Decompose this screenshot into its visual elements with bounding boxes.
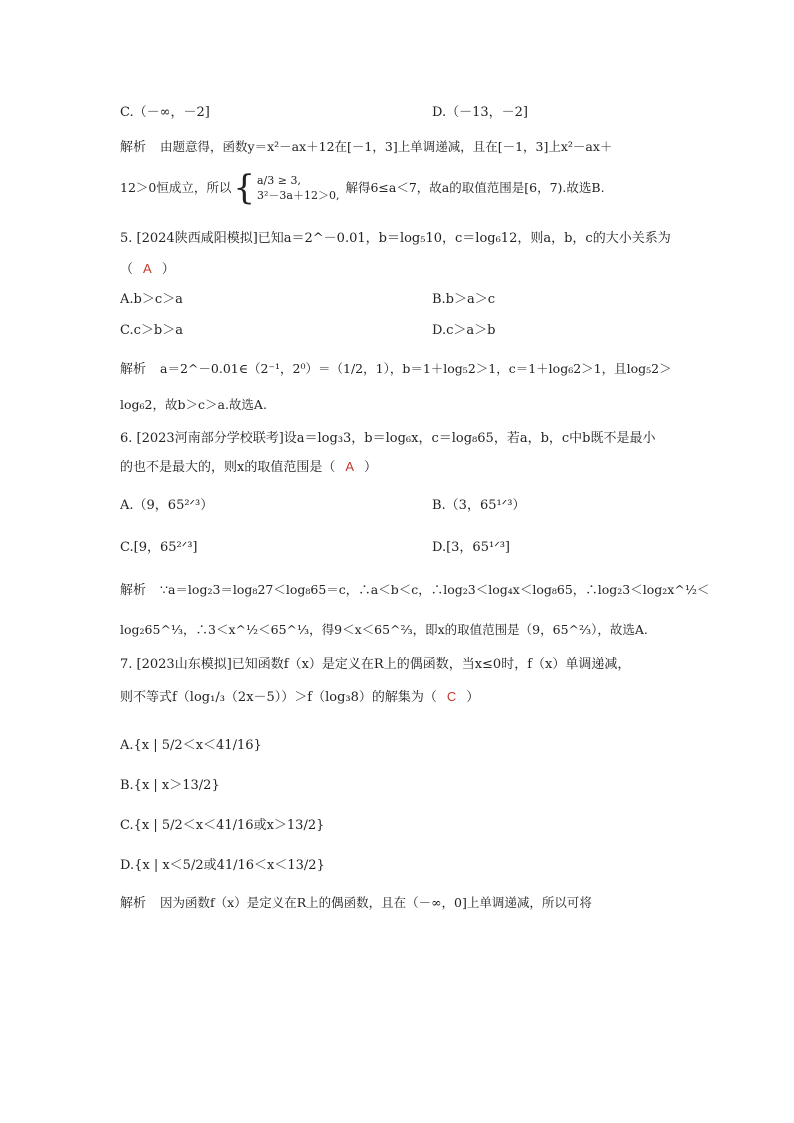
q5-solution-text-1: a＝2^－0.01∈（2⁻¹，2⁰）＝（1/2，1），b＝1＋log₅2＞1，c＝1＋log₆2＞1，且log₅2＞ xyxy=(160,361,672,376)
q4-solution-text-1: 由题意得，函数y＝x²－ax＋12在[－1，3]上单调递减，且在[－1，3]上x²－ax＋ xyxy=(160,139,613,154)
q5-option-b: B.b＞a＞c xyxy=(432,292,496,307)
q4-options-cd xyxy=(120,104,528,122)
inequality-system xyxy=(257,173,339,203)
solution-label: 解析 xyxy=(120,896,147,911)
q7-solution-text-1: 因为函数f（x）是定义在R上的偶函数，且在（－∞，0]上单调递减，所以可将 xyxy=(160,895,592,910)
q7-option-c: C.{x | 5/2＜x＜41/16或x＞13/2} xyxy=(120,818,325,833)
q5-options-ab xyxy=(120,291,496,309)
q5-options-cd xyxy=(120,322,496,340)
q5-option-d: D.c＞a＞b xyxy=(432,323,496,338)
solution-label: 解析 xyxy=(120,140,147,155)
paren-open: （ xyxy=(120,262,134,277)
q6-solution-line-2: log₂65^⅓，∴3＜x^½＜65^⅓，得9＜x＜65^⅔，即x的取值范围是（9，65^⅔），故选A. xyxy=(120,622,648,637)
system-condition-1: a/3 ≥ 3, xyxy=(257,174,301,187)
paren-close: ） xyxy=(364,460,378,475)
q5-solution-line-1 xyxy=(120,360,672,379)
system-brace: { xyxy=(233,168,255,208)
q6-stem-2 xyxy=(120,458,377,477)
q6-answer: A xyxy=(345,459,355,474)
q4-solution-line-2 xyxy=(120,170,605,206)
q4-solution-text-2a: 12＞0恒成立，所以 xyxy=(120,180,232,195)
q6-options-ab xyxy=(120,497,526,515)
q6-option-d: D.[3，65¹ᐟ³] xyxy=(432,540,510,555)
q5-answer-paren xyxy=(120,260,175,279)
q4-solution-line-1 xyxy=(120,138,612,157)
q6-solution-text-1: ∵a＝log₂3＝log₈27＜log₈65＝c，∴a＜b＜c，∴log₂3＜log₄x＜log₈65，∴log₂3＜log₂x^½＜ xyxy=(160,582,710,597)
q5-stem: 5. [2024陕西咸阳模拟]已知a＝2^－0.01，b＝log₅10，c＝log₆12，则a，b，c的大小关系为 xyxy=(120,231,671,246)
q7-stem-2 xyxy=(120,688,479,707)
q6-solution-line-1 xyxy=(120,581,709,600)
q5-option-a: A.b＞c＞a xyxy=(120,292,183,307)
paren-close: ） xyxy=(466,690,480,705)
system-condition-2: 3²－3a＋12＞0, xyxy=(257,189,340,202)
paren-close: ） xyxy=(161,262,175,277)
q7-stem-1: 7. [2023山东模拟]已知函数f（x）是定义在R上的偶函数，当x≤0时，f（x）单调递减， xyxy=(120,657,631,672)
q7-option-d: D.{x | x＜5/2或41/16＜x＜13/2} xyxy=(120,858,325,873)
q4-option-c: C.（－∞，－2] xyxy=(120,105,210,120)
q6-option-b: B.（3，65¹ᐟ³） xyxy=(432,498,526,513)
q7-option-b: B.{x | x＞13/2} xyxy=(120,778,220,793)
q6-option-a: A.（9，65²ᐟ³） xyxy=(120,498,214,513)
q7-answer: C xyxy=(446,689,457,704)
q4-solution-text-2b: 解得6≤a＜7，故a的取值范围是[6，7).故选B. xyxy=(345,180,605,195)
q7-solution-line-1 xyxy=(120,894,592,913)
solution-label: 解析 xyxy=(120,362,147,377)
q5-option-c: C.c＞b＞a xyxy=(120,323,183,338)
q6-stem-2-text: 的也不是最大的，则x的取值范围是（ xyxy=(120,460,336,475)
q5-solution-line-2: log₆2，故b＞c＞a.故选A. xyxy=(120,397,267,412)
q6-option-c: C.[9，65²ᐟ³] xyxy=(120,540,198,555)
q5-answer: A xyxy=(143,261,152,276)
solution-label: 解析 xyxy=(120,583,147,598)
q7-option-a: A.{x | 5/2＜x＜41/16} xyxy=(120,738,262,753)
q6-options-cd xyxy=(120,539,510,557)
q4-option-d: D.（－13，－2] xyxy=(432,105,528,120)
q7-stem-2-text: 则不等式f（log₁/₃（2x－5））＞f（log₃8）的解集为（ xyxy=(120,690,437,705)
q6-stem-1: 6. [2023河南部分学校联考]设a＝log₃3，b＝log₆x，c＝log₈65，若a，b，c中b既不是最小 xyxy=(120,431,656,446)
